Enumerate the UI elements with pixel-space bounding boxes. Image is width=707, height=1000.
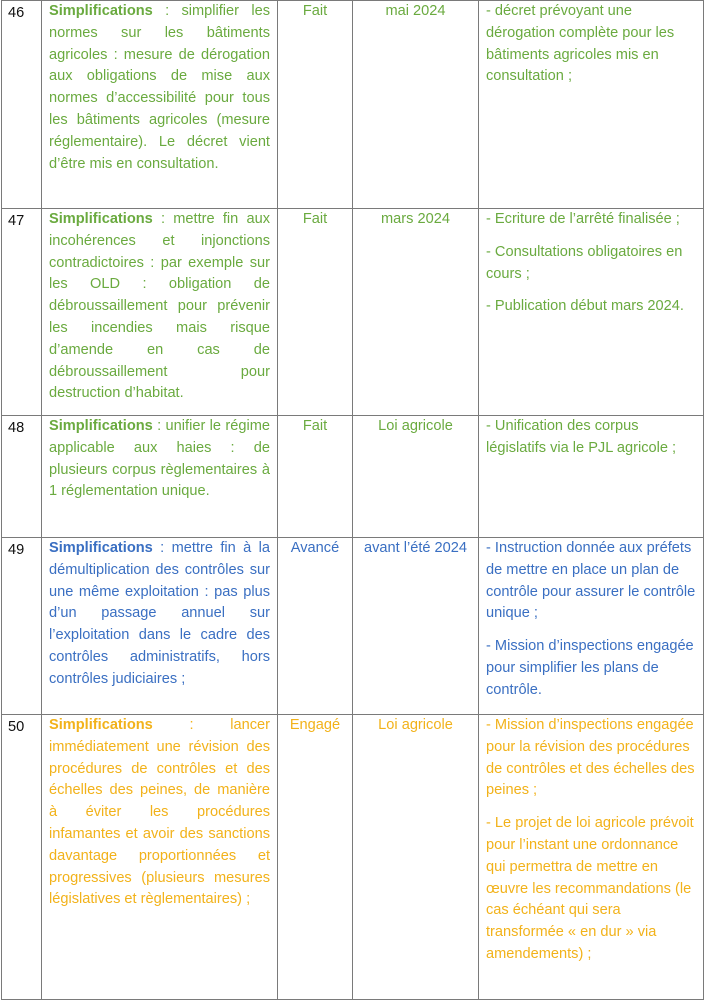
row-number: 47 — [2, 209, 42, 416]
status-cell: Engagé — [278, 715, 353, 1000]
note-item: - Ecriture de l’arrêté finalisée ; — [486, 211, 680, 227]
measure-label: Simplifications — [49, 540, 153, 556]
note-item: - Publication début mars 2024. — [486, 298, 684, 315]
table-row — [2, 209, 704, 416]
table-row — [2, 416, 704, 538]
measure-description — [42, 209, 278, 416]
date-cell: Loi agricole — [353, 715, 479, 1000]
note-item: - Mission d’inspections engagée pour simplifier les plans de contrôle. — [486, 638, 694, 698]
measure-text: : lancer immédiatement une révision des procédures de contrôles et des échelles des peines, de manière à éviter les procédures infamantes et avoir des sanctions davantage proportionnées et progressives (plusieurs mesures législatives et règlementaires) ; — [49, 717, 270, 908]
note-item: - Mission d’inspections engagée pour la révision des procédures de contrôles et des échelles des peines ; — [486, 717, 695, 799]
status-cell: Fait — [278, 209, 353, 416]
note-item: - décret prévoyant une dérogation complète pour les bâtiments agricoles mis en consultation ; — [486, 3, 675, 85]
status-cell: Fait — [278, 1, 353, 209]
note-item: - Instruction donnée aux préfets de mettre en place un plan de contrôle pour assurer le contrôle unique ; — [486, 540, 696, 622]
measure-text: : unifier le régime applicable aux haies : de plusieurs corpus règlementaires à 1 réglementation unique. — [49, 418, 270, 500]
date-cell: mars 2024 — [353, 209, 479, 416]
note-item: - Unification des corpus législatifs via le PJL agricole ; — [486, 418, 677, 456]
measure-text: : mettre fin aux incohérences et injonctions contradictoires : par exemple sur les OLD : obligation de débroussaillement pour prévenir les incendies mais risque d’amende en cas de débroussaillement pour destruction d’habitat. — [49, 211, 270, 402]
row-number: 48 — [2, 416, 42, 538]
measure-description — [42, 715, 278, 1000]
measure-text: : mettre fin à la démultiplication des contrôles sur une même exploitation : pas plus d’un passage annuel sur l’exploitation dans le cadre des contrôles administratifs, hors contrôles judiciaires ; — [49, 540, 270, 687]
measure-description — [42, 416, 278, 538]
notes-cell — [479, 416, 704, 538]
status-cell: Avancé — [278, 538, 353, 715]
measure-label: Simplifications — [49, 3, 153, 19]
measure-label: Simplifications — [49, 717, 153, 733]
measure-description — [42, 1, 278, 209]
measure-description — [42, 538, 278, 715]
measure-label: Simplifications — [49, 418, 153, 434]
measures-table — [1, 0, 704, 1000]
note-item: - Consultations obligatoires en cours ; — [486, 243, 683, 282]
notes-cell — [479, 715, 704, 1000]
row-number: 46 — [2, 1, 42, 209]
table-row — [2, 1, 704, 209]
row-number: 50 — [2, 715, 42, 1000]
status-cell: Fait — [278, 416, 353, 538]
table-row — [2, 715, 704, 1000]
date-cell: Loi agricole — [353, 416, 479, 538]
notes-cell — [479, 209, 704, 416]
row-number: 49 — [2, 538, 42, 715]
measure-text: : simplifier les normes sur les bâtiments agricoles : mesure de dérogation aux obligations de mise aux normes d’accessibilité pour tous les bâtiments agricoles (mesure réglementaire). Le décret vient d’être mis en consultation. — [49, 3, 270, 172]
date-cell: mai 2024 — [353, 1, 479, 209]
date-cell: avant l’été 2024 — [353, 538, 479, 715]
table-row — [2, 538, 704, 715]
notes-cell — [479, 538, 704, 715]
note-item: - Le projet de loi agricole prévoit pour l’instant une ordonnance qui permettra de mettre en œuvre les recommandations (le cas échéant qui sera transformée « en dur » via amendements) ; — [486, 815, 694, 962]
measure-label: Simplifications — [49, 211, 153, 227]
notes-cell — [479, 1, 704, 209]
